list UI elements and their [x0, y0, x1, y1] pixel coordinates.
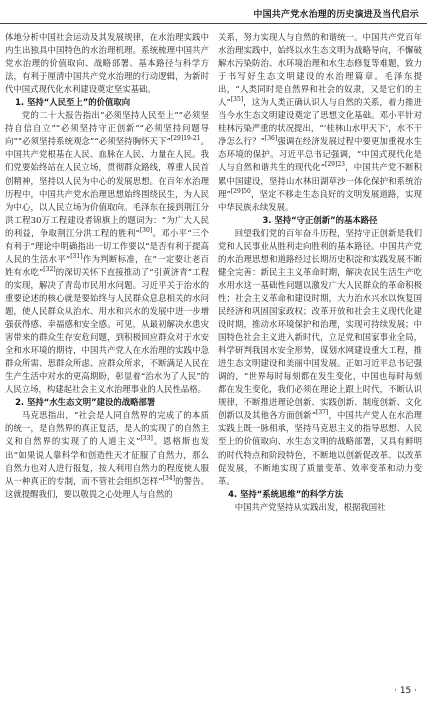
page-number: · 15 ·	[394, 686, 417, 696]
text-run: 回望我们党的百年奋斗历程，坚持守正创新是我们党和人民事业从胜利走向胜利的基本路径。中国共产党的水治理思想和道路经过长期历史积淀和实践发展不断健全完善：新民主主义革命时期，解决农民生活生产吃水用水这一基础性问题以激发广大人民群众的革命积极性；社会主义革命和建设时期，大力治水兴水以恢复国民经济和巩固国家政权；改革开放和社会主义现代化建设时期，推动水环境保护和治理，实现可持续发展；中国特色社会主义进入新时代，立足党和国家事业全局，科学研判我国水安全形势，谋划水网建设重大工程，推进生态文明建设和美丽中国发展。正如习近平总书记强调的，“世界每时每刻都在发生变化，中国也每时每刻都在发生变化，我们必须在理论上跟上时代，不断认识规律，不断推进理论创新、实践创新、制度创新、文化创新以及其他各方面创新”	[218, 227, 422, 421]
citation-ref: [33]	[140, 435, 153, 443]
citation-ref: [29]23	[325, 161, 345, 169]
text-run: ，坚定不移走生态良好的文明发展道路，实现中华民族永续发展。	[218, 188, 422, 212]
citation-ref: [34]	[162, 474, 175, 482]
text-run: 作为判断标准，在“一定要让老百姓有水吃”	[5, 253, 210, 277]
section-4-heading: 4. 坚持“系统思维”的科学方法	[228, 488, 344, 499]
section-2-heading: 2. 坚持“水生态文明”建设的战略部署	[15, 397, 156, 408]
text-run: 。中国共产党根基在人民、血脉在人民、力量在人民。我们党要始终站在人民立场，贯彻群众路线，尊重人民首创精神，坚持以人民为中心的发展思想。在百年水治理历程中，中国共产党水治理思想始终围绕民生，为人民为中心，以人民立场为价值取向。毛泽东在接到荆江分洪工程30万工程建设者锦旗上的题词为：“为广大人民的利益，争取荆江分洪工程的胜利”	[5, 136, 209, 238]
header-divider	[0, 23, 427, 24]
section-2-paragraph	[5, 409, 209, 500]
text-run: 。恩格斯也发出“如果说人靠科学和创造性天才征服了自然力，那么自然力也对人进行报复，按人利用自然力的程度使人服从一种真正的专制，而不管社会组织怎样”	[5, 436, 210, 486]
left-column	[5, 31, 209, 501]
citation-ref: [29]50	[230, 187, 251, 195]
text-run: 。邓小平“三个有利于”理论中明确指出一切工作要以“是否有利于提高人民的生活水平”	[5, 227, 210, 264]
text-run: 的深切关怀下直接推动了“引黄济青”工程的实现，解决了青岛市民用水问题。习近平关于治水的重要论述的核心就是要始终与人民群众息息相关的水问题，使人民群众从治水、用水和兴水的发展中进一步增强获得感、幸福感和安全感。可见，从最初解决水患灾害带来的群众生存安危问题，到积极回应群众对于水安全和水环境的期待，中国共产党人在水治理的实践中急群众所需、思群众所虑、应群众所求，不断满足人民在生产生活中对水的更高期盼，彰显着“治水为了人民”的人民立场，构建起社会主义水治理事业的人民性品格。	[5, 266, 210, 395]
section-3-heading: 3. 坚持“守正创新”的基本路径	[262, 214, 378, 225]
section-1-heading: 1. 坚持“人民至上”的价值取向	[15, 97, 131, 108]
intro-paragraph: 体地分析中国社会运动及其发展规律，在水治理实践中内生出独具中国特色的水治理机理。系统梳理中国共产党水治理的价值取向、战略部署、基本路径与科学方法，有利于厘清中国共产党水治理的行动逻辑，为新时代中国式现代化水利建设奠定坚实基础。	[5, 32, 209, 95]
text-run: 强调在经济发展过程中要更加重视水生态环境的保护。习近平总书记强调，“中国式现代化是人与自然和谐共生的现代化”	[218, 136, 423, 173]
text-run: 马克思指出，“社会是人同自然界的完成了的本质的统一，是自然界的真正复活，是人的实现了的自然主义和自然界的实现了的人道主义”	[5, 410, 209, 447]
running-header	[0, 0, 427, 26]
text-run: 关系，努力实现人与自然的和谐统一。中国共产党百年水治理实践中，始终以水生态文明为战略导向，不懈破解水污染防治、水环境治理和水生态修复等难题，致力于书写好生态文明建设的水治理篇章。毛泽东提出，“人类同时是自然界和社会的奴隶，又是它们的主人”	[218, 32, 422, 108]
section-4-paragraph: 中国共产党坚持从实践出发，根据我国社	[234, 501, 386, 512]
text-run: ，这为人类正确认识人与自然的关系，着力推进当今水生态文明建设奠定了思想文化基础。邓小平针对桂林污染严重的状况提出，“‘桂林山水甲天下’，水不干净怎么行？”	[218, 97, 422, 147]
continued-paragraph	[218, 31, 422, 214]
citation-ref: [31]	[70, 253, 83, 260]
section-3-paragraph	[218, 227, 422, 488]
text-run: 党的二十大报告指出“必须坚持人民至上”“必须坚持自信自立”“必须坚持守正创新”“必须坚持问题导向”“必须坚持系统观念”“必须坚持胸怀天下”	[5, 110, 209, 147]
section-1-paragraph	[5, 109, 209, 396]
citation-ref: [32]	[43, 266, 56, 274]
journal-running-title: 中国共产党水治理的历史演进及当代启示	[253, 10, 419, 20]
citation-ref: [30]	[139, 226, 153, 234]
citation-ref: [37]	[315, 409, 329, 417]
right-column	[218, 31, 422, 514]
citation-ref: [36]	[264, 135, 278, 143]
citation-ref: [35]	[230, 96, 244, 104]
text-run: ，中国共产党人在水治理实践上既一脉相承，坚持马克思主义的指导思想、人民至上的价值取向、水生态文明的战略部署，又具有鲜明的时代特点和阶段特色，不断地以创新促改革、以改革促发展，不断地实现了质量变革、效率变革和动力变革。	[218, 410, 423, 486]
text-run: ，中国共产党不断积累中国建设，坚持山水林田湖草沙一体化保护和系统治理”	[218, 162, 423, 199]
citation-ref: [29]19-21	[170, 135, 201, 143]
text-run: 的警告。这就提醒我们，要以敬畏之心处理人与自然的	[5, 475, 210, 499]
